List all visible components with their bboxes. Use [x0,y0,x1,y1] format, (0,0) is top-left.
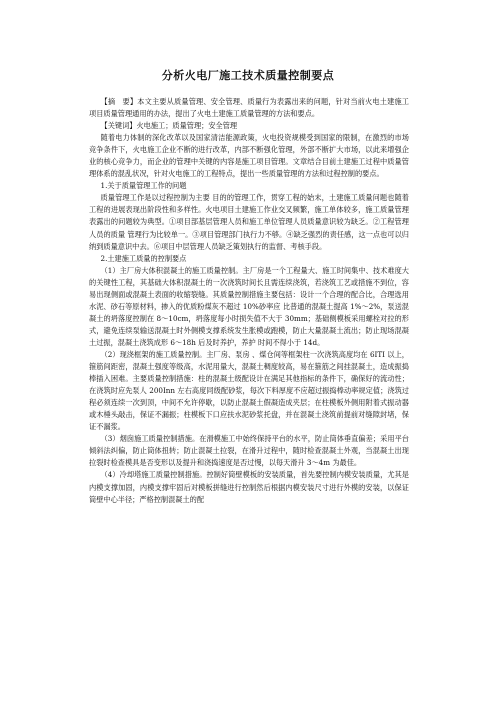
section-1-paragraph: 质量管理工作是以过程控制为主要 目的的管理工作，贯穿工程的始末，土建施工质量问题也随着工程的进展表现出阶段性和多样性。火电项目土建施工作业交叉频繁，施工单体较多，施工质量管理表露出的问题较为典型。①项目部基层管理人员和施工单位管理人员质量意识较为缺乏。②工程管理人员的质量 管理行为比较单一。③项目管理部门执行力不够。④缺乏强烈的责任感，这一点也可以归纳到质量意识中去。⑥项目中层管理人员缺乏策划执行的监督、考核手段。 [89,193,409,251]
section-heading-2: 2.土建施工质量的控制要点 [100,253,187,263]
section-2-item-3: （3）烟囱施工质量控制措施。在滑模施工中始终保持平台的水平，防止筒体垂直偏差；采用平台倾斜法纠偏，防止筒体扭转；防止混凝土拉裂，在滑升过程中，随时检查混凝土外观，当混凝土出现拉裂时检查模具是否变形以及提升和浇捣速度是否过慢，以每天滑升 3～4m 为最佳。 [89,434,409,468]
section-2-item-4: （4）冷却塔施工质量控制措施。控制好筒壁模板的安装质量，首先要控制内模安装质量，尤其是内模支撑加固，内模支撑牢固后对模板拼缝进行控制然后根据内模安装尺寸进行外模的安装，以保证筒壁中心半径；严格控制混凝土的配 [89,470,409,504]
document-title: 分析火电厂施工技术质量控制要点 [161,69,335,82]
keywords-paragraph: 【关键词】火电施工；质量管理；安全管理 [100,121,238,131]
section-2-item-1: （1）主厂房大体积混凝土的施工质量控制。主厂房是一个工程量大、施工时间集中、技术难度大的关键性工程，其基础大体积混凝土的一次浇筑时间长且需连续浇筑，若浇筑工艺或措施不到位，容易出现侧面或混凝土表面的收缩裂缝。其质量控制措施主要包括：设计一个合理的配合比，合理选用水泥、砂石等原材料，掺入的优质粉煤灰不超过 10%砂率应 比普通的混凝土提高 1%～2%，泵送混凝土的坍落度控制在 8～10cm，坍落度每小时损失值不大于 30mm；基础侧模板采用螺栓对拉的形式，避免连续泵输送混凝土时外侧模支撑系统发生胀模或跑模，防止大量混凝土流出；防止现场混凝土过振，混凝土浇筑成形 6～18h 后及时养护，养护 时间不得小于 14d。 [89,265,409,347]
abstract-paragraph: 【摘 要】本文主要从质量管理、安全管理、质量行为表露出来的问题，针对当前火电土建施工项目质量管理通用的办法，提出了火电土建施工质量管理的方法和要点。 [89,97,409,119]
section-heading-1: 1.关于质量管理工作的问题 [100,181,187,191]
document-body [89,96,409,506]
intro-paragraph: 随着电力体制的深化改革以及国家清洁能源政策，火电投资规模受到国家的限制，在激烈的市场竞争条件下，火电施工企业不断的进行改革，内部不断强化管理，外部不断扩大市场，以此来增强企业的核心竞争力，而企业的管理中关键的内容是施工项目管理。文章结合目前土建施工过程中质量管理体系的混乱状况，针对火电施工的工程特点，提出一些质量管理的方法和过程控制的要点。 [89,133,409,179]
section-2-item-2: （2）现浇框架的施工质量控制。主厂房、泵房 、煤仓间等框架柱一次浇筑高度均在 6ITI 以上，箍筋间距密，混凝土强度等级高，水泥用量大，混凝土稠度较高，易在箍筋之间挂混凝土，造成振捣棒插入困难。主要质量控制措施：柱的混凝土级配设计在满足其他指标的条件下，确保好的流动性；在浇筑时应先泵人 200Inn 左右高度同级配砂浆，每次下料厚度不应超过振捣棒动率规定值；浇筑过程必须连续一次到顶，中间不允许停歇，以防止混凝土假凝造成夹层；在柱模板外侧用附着式振动器或木棰头敲击，保证不漏振；柱模板下口应扶水泥砂浆托盘，并在混凝土浇筑前提前对缝隙封堵，保证不漏浆。 [89,349,409,432]
